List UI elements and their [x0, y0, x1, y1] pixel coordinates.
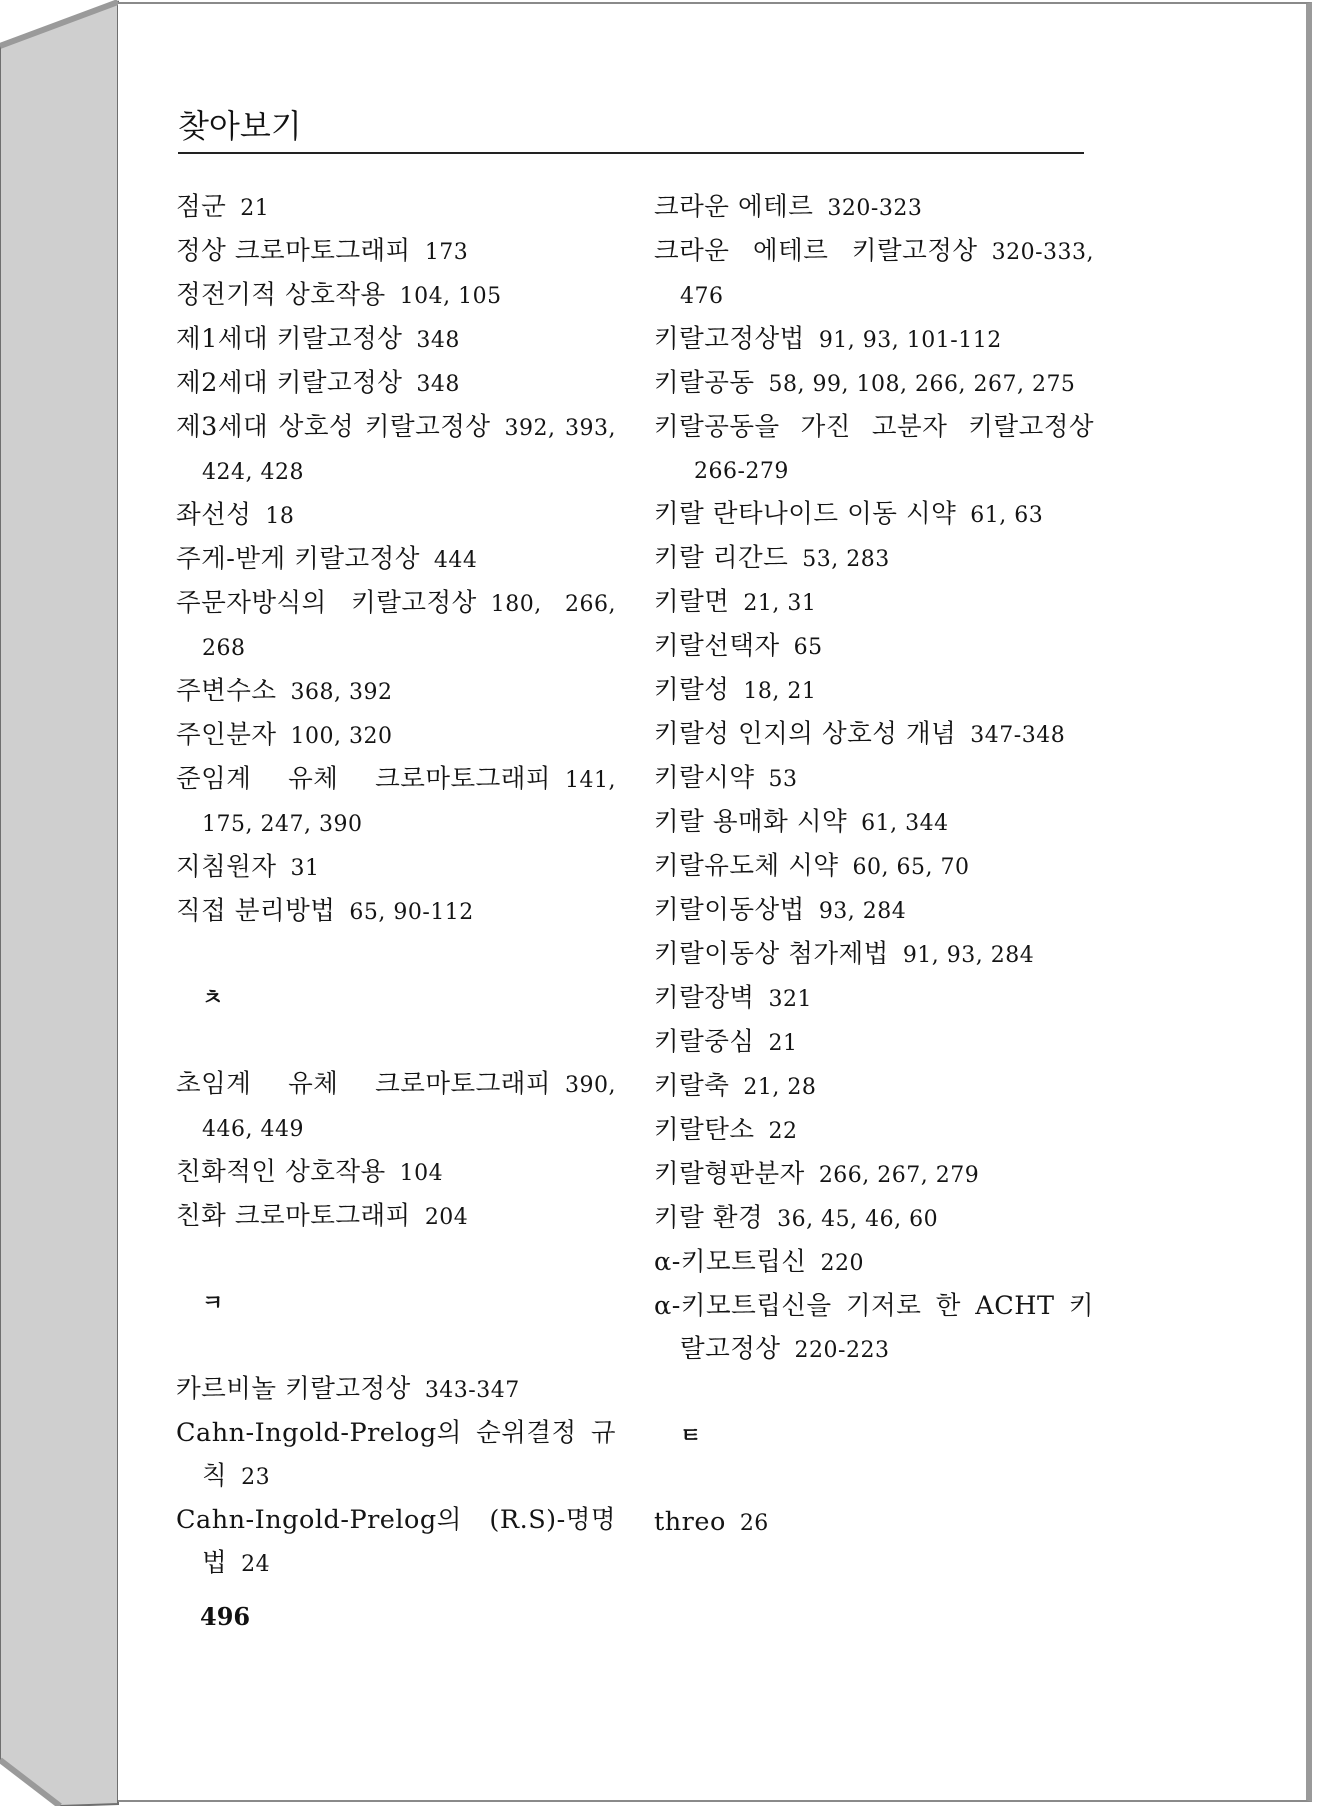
- index-term: 직접 분리방법: [176, 896, 336, 926]
- index-entry: [654, 1153, 1094, 1197]
- page-references: 22: [768, 1119, 798, 1144]
- section-heading: ㅊ: [202, 986, 224, 1011]
- index-entry: [654, 1021, 1094, 1065]
- index-entry: [654, 537, 1094, 581]
- index-entry: [654, 933, 1094, 977]
- page-references: 21, 28: [743, 1075, 817, 1100]
- page-references: 58, 99, 108, 266, 267, 275: [768, 372, 1076, 397]
- index-term: 키랄유도체 시약: [654, 851, 839, 881]
- page-references: 220: [820, 1251, 865, 1276]
- page-references: 93, 284: [818, 899, 907, 924]
- index-entry: [654, 845, 1094, 889]
- index-term: α-키모트립신을 기저로 한 ACHT 키랄고정상: [654, 1291, 1094, 1364]
- index-term: Cahn-Ingold-Prelog의 (R.S)-명명법: [176, 1505, 616, 1578]
- index-entry: [654, 801, 1094, 845]
- index-term: 제2세대 키랄고정상: [176, 368, 403, 398]
- index-term: α-키모트립신: [654, 1247, 807, 1277]
- page-references: 36, 45, 46, 60: [777, 1207, 939, 1232]
- page-references: 348: [416, 372, 460, 397]
- index-entry: [654, 889, 1094, 933]
- index-term: 키랄장벽: [654, 983, 755, 1013]
- index-term: 키랄면: [654, 587, 730, 617]
- page-references: 343-347: [424, 1378, 520, 1403]
- index-entry: [654, 713, 1094, 757]
- index-column-left: [176, 186, 616, 1586]
- page-references: 61, 344: [861, 811, 949, 836]
- page-references: 91, 93, 101-112: [818, 328, 1002, 353]
- index-entry: [176, 758, 616, 846]
- index-term: 친화적인 상호작용: [176, 1157, 386, 1187]
- index-term: 주인분자: [176, 720, 277, 750]
- index-entry: [654, 1241, 1094, 1285]
- page-number: 496: [200, 1602, 251, 1631]
- index-term: 지침원자: [176, 852, 277, 882]
- index-term: 정전기적 상호작용: [176, 280, 386, 310]
- index-entry: [176, 670, 616, 714]
- index-term: 키랄이동상 첨가제법: [654, 939, 889, 969]
- page-references: 204: [424, 1205, 469, 1230]
- page-references: 347-348: [970, 723, 1066, 748]
- page-references: 24: [241, 1552, 271, 1577]
- section-heading: ㅋ: [202, 1291, 224, 1316]
- index-column-right: [654, 186, 1094, 1545]
- index-term: 키랄축: [654, 1071, 730, 1101]
- index-entry: [176, 494, 616, 538]
- index-term: 크라운 에테르: [654, 192, 814, 222]
- page-references: 100, 320: [290, 724, 393, 749]
- page-title: 찾아보기: [178, 107, 302, 145]
- page-references: 104, 105: [399, 284, 502, 309]
- index-term: 키랄공동: [654, 368, 755, 398]
- index-term: 친화 크로마토그래피: [176, 1201, 411, 1231]
- index-entry: [654, 669, 1094, 713]
- page-references: 320-333, 476: [680, 240, 1094, 309]
- index-entry: [654, 493, 1094, 537]
- page-references: 173: [424, 240, 469, 265]
- index-term: 초임계 유체 크로마토그래피: [176, 1069, 552, 1099]
- index-entry: [176, 186, 616, 230]
- index-term: 키랄선택자: [654, 631, 780, 661]
- index-entry: [654, 581, 1094, 625]
- index-entry: [176, 582, 616, 670]
- page-references: 220-223: [794, 1338, 890, 1363]
- page-references: 390, 446, 449: [202, 1073, 616, 1142]
- index-entry: [654, 1501, 1094, 1545]
- index-entry: [176, 406, 616, 494]
- index-term: 크라운 에테르 키랄고정상: [654, 236, 978, 266]
- page-references: 266, 267, 279: [818, 1163, 980, 1188]
- page-references: 65: [793, 635, 823, 660]
- index-entry: [654, 186, 1094, 230]
- page-references: 53, 283: [802, 547, 890, 572]
- page-references: 104: [399, 1161, 444, 1186]
- index-term: 카르비놀 키랄고정상: [176, 1374, 411, 1404]
- page-references: 18: [265, 504, 295, 529]
- page-header: [178, 104, 1084, 154]
- index-entry: [176, 1499, 616, 1586]
- page-references: 348: [416, 328, 460, 353]
- index-term: 키랄 용매화 시약: [654, 807, 848, 837]
- index-entry: [654, 977, 1094, 1021]
- page-references: 21: [240, 196, 270, 221]
- index-term: 키랄성 인지의 상호성 개념: [654, 719, 957, 749]
- index-entry: [176, 538, 616, 582]
- index-term: 주문자방식의 키랄고정상: [176, 588, 477, 618]
- index-entry: [654, 757, 1094, 801]
- index-entry: [176, 1195, 616, 1239]
- page-references: 18, 21: [743, 679, 817, 704]
- index-entry: [176, 890, 616, 934]
- index-term: 키랄형판분자: [654, 1159, 805, 1189]
- index-term: 주변수소: [176, 676, 277, 706]
- page-references: 31: [290, 856, 320, 881]
- index-term: 제1세대 키랄고정상: [176, 324, 403, 354]
- index-term: 주게-받게 키랄고정상: [176, 544, 420, 574]
- index-entry: [176, 1151, 616, 1195]
- book-spine-edge: [0, 0, 120, 1806]
- index-entry: [654, 625, 1094, 669]
- index-entry: [176, 362, 616, 406]
- page-references: 320-323: [827, 196, 923, 221]
- index-term: 정상 크로마토그래피: [176, 236, 411, 266]
- index-entry: [654, 406, 1094, 493]
- page-references: 65, 90-112: [349, 900, 474, 925]
- index-entry: [654, 1065, 1094, 1109]
- page-references: 53: [768, 767, 798, 792]
- section-heading: ㅌ: [680, 1424, 702, 1449]
- page-references: 368, 392: [290, 680, 393, 705]
- page-references: 21: [768, 1031, 798, 1056]
- index-entry: [176, 318, 616, 362]
- index-entry: [176, 1063, 616, 1151]
- index-entry: [176, 846, 616, 890]
- index-term: 키랄공동을 가진 고분자 키랄고정상: [654, 412, 1094, 442]
- page-references: 91, 93, 284: [902, 943, 1035, 968]
- index-entry: [654, 1197, 1094, 1241]
- index-entry: [654, 1285, 1094, 1372]
- index-term: 키랄성: [654, 675, 730, 705]
- index-entry: [654, 362, 1094, 406]
- page-references: 61, 63: [970, 503, 1044, 528]
- index-term: 키랄고정상법: [654, 324, 805, 354]
- page-references: 60, 65, 70: [852, 855, 970, 880]
- page-references: 180, 266, 268: [202, 592, 616, 661]
- page-references: 21, 31: [743, 591, 817, 616]
- index-entry: [176, 274, 616, 318]
- page-references: 26: [739, 1511, 769, 1536]
- index-term: 키랄 리간드: [654, 543, 789, 573]
- index-term: 키랄이동상법: [654, 895, 805, 925]
- header-divider: [178, 152, 1084, 154]
- index-entry: [176, 714, 616, 758]
- index-term: 키랄 란타나이드 이동 시약: [654, 499, 957, 529]
- index-entry: [654, 318, 1094, 362]
- index-entry: [176, 1368, 616, 1412]
- index-term: threo: [654, 1507, 726, 1537]
- page-references: 321: [768, 987, 813, 1012]
- index-term: 제3세대 상호성 키랄고정상: [176, 412, 491, 442]
- index-term: Cahn-Ingold-Prelog의 순위결정 규칙: [176, 1418, 616, 1491]
- index-term: 좌선성: [176, 500, 252, 530]
- page-references: 23: [241, 1465, 271, 1490]
- index-entry: [654, 1109, 1094, 1153]
- index-term: 키랄중심: [654, 1027, 755, 1057]
- index-term: 키랄시약: [654, 763, 755, 793]
- page-references: 266-279: [694, 459, 789, 484]
- index-term: 점군: [176, 192, 227, 222]
- index-term: 준임계 유체 크로마토그래피: [176, 764, 552, 794]
- index-entry: [176, 1412, 616, 1499]
- page-references: 392, 393, 424, 428: [202, 416, 616, 485]
- page-references: 141, 175, 247, 390: [202, 768, 616, 837]
- index-entry: [176, 230, 616, 274]
- index-entry: [654, 230, 1094, 318]
- index-term: 키랄 환경: [654, 1203, 764, 1233]
- page-references: 444: [433, 548, 478, 573]
- index-term: 키랄탄소: [654, 1115, 755, 1145]
